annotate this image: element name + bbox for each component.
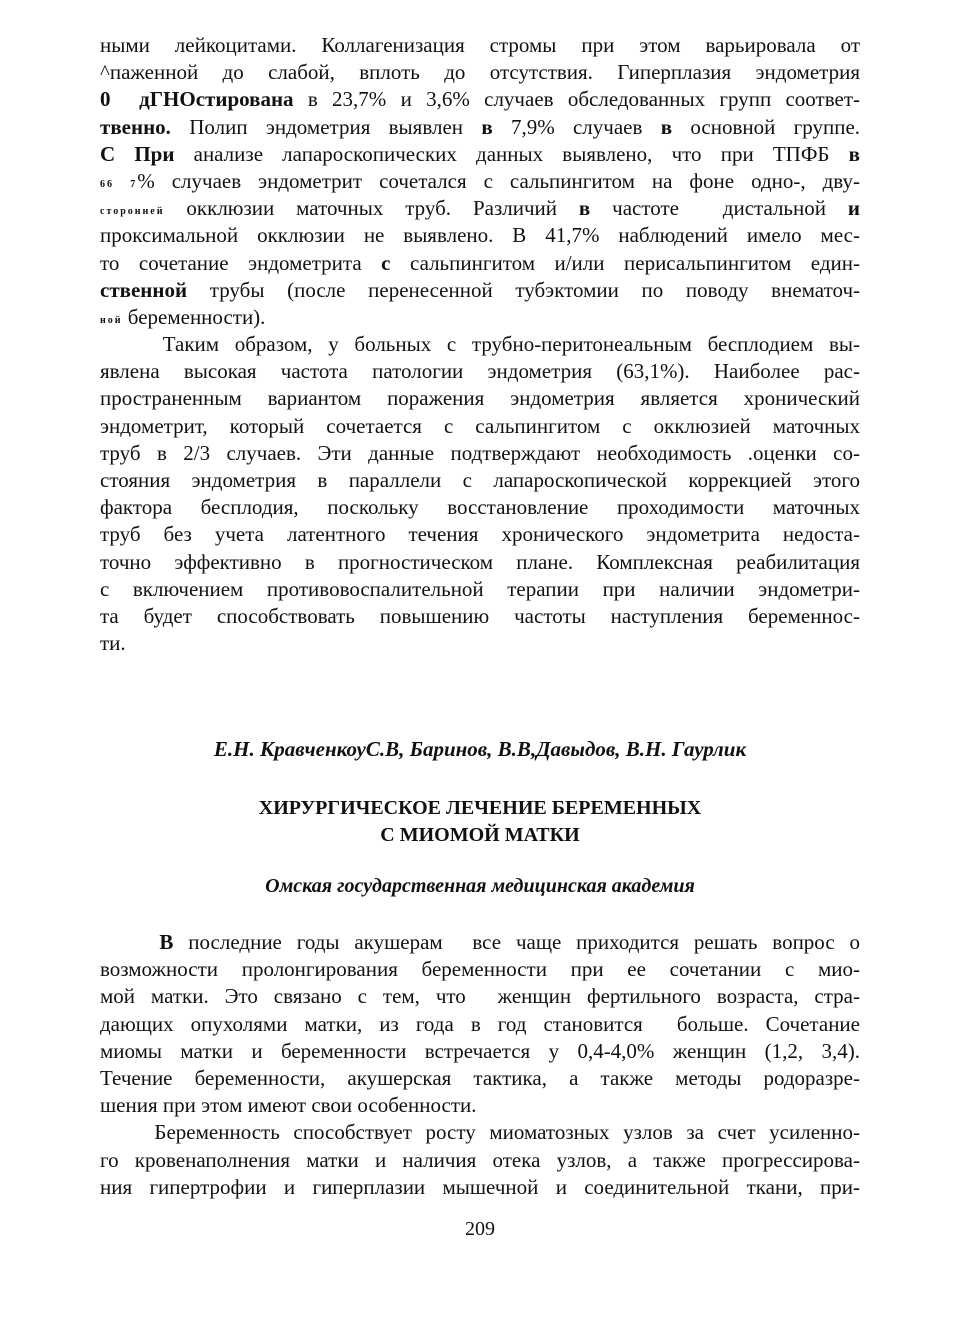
text-run: сальпингитом и/или перисальпингитом един- [390, 250, 860, 275]
text-run: ти. [100, 631, 126, 656]
text-run: то сочетание эндометрита [100, 250, 382, 275]
text-run: та будет способствовать повышению частоты наступления беременнос- [100, 603, 860, 628]
text-line [100, 385, 860, 412]
text-run: труб без учета латентного течения хронического эндометрита недоста- [100, 522, 860, 547]
text-run: труб в 2/3 случаев. Эти данные подтверждают необходимость .оценки со- [100, 440, 860, 465]
text-line [100, 467, 860, 494]
text-line [100, 86, 860, 113]
text-line [100, 222, 860, 249]
text-line [100, 59, 860, 86]
text-line [100, 1092, 860, 1119]
text-run: 0 дГНОстирована [100, 87, 294, 112]
text-line [100, 521, 860, 548]
text-run: С При [100, 141, 175, 166]
text-line [100, 1011, 860, 1038]
text-run: Течение беременности, акушерская тактика, а также методы родоразре- [100, 1065, 860, 1090]
affiliation: Омская государственная медицинская академия [265, 875, 695, 897]
text-run: 7,9% случаев [492, 114, 661, 139]
text-line [100, 304, 860, 331]
text-run: сторонней [100, 206, 165, 218]
text-line [100, 277, 860, 304]
text-run: в [481, 114, 493, 139]
text-line [100, 603, 860, 630]
text-run: явлена высокая частота патологии эндометрия (63,1%). Наиболее рас- [100, 359, 860, 384]
text-run: с [381, 250, 391, 275]
text-run: точно эффективно в прогностическом плане. Комплексная реабилитация [100, 549, 860, 574]
text-line [100, 32, 860, 59]
text-run: шения при этом имеют свои особенности. [100, 1093, 477, 1118]
text-line [100, 331, 860, 358]
text-line [100, 983, 860, 1010]
text-run: Полип эндометрия выявлен [170, 114, 482, 139]
page-number: 209 [465, 1218, 495, 1240]
text-run: в [848, 141, 861, 166]
text-line [100, 929, 860, 956]
text-line [100, 630, 860, 657]
text-run: ^паженной до слабой, вплоть до отсутствия. Гиперплазия эндометрия [100, 60, 860, 85]
text-run: трубы (после перенесенной тубэктомии по поводу внематоч- [187, 277, 860, 302]
text-run [100, 930, 159, 954]
text-line [100, 549, 860, 576]
text-line [100, 1038, 860, 1065]
text-line [100, 576, 860, 603]
text-run: В [159, 930, 174, 954]
text-line [100, 195, 860, 222]
text-line [100, 440, 860, 467]
text-line [100, 114, 860, 141]
text-run: в [578, 196, 591, 221]
title-line-1: ХИРУРГИЧЕСКОЕ ЛЕЧЕНИЕ БЕРЕМЕННЫХ [258, 797, 702, 819]
text-run: последние годы акушерам все чаще приходится решать вопрос о [173, 930, 861, 954]
text-run: с включением противовоспалительной терапии при наличии эндометри- [100, 576, 860, 601]
text-run: в 23,7% и 3,6% случаев обследованных групп соответ- [293, 87, 860, 112]
text-line [100, 1174, 860, 1201]
text-line [100, 168, 860, 195]
text-run: ния гипертрофии и гиперплазии мышечной и соединительной ткани, при- [100, 1174, 860, 1199]
text-run: проксимальной окклюзии не выявлено. В 41,7% наблюдений имело мес- [100, 223, 860, 248]
text-line [100, 494, 860, 521]
text-run: твенно. [100, 114, 171, 139]
text-run: Беременность способствует росту миоматозных узлов за счет усиленно- [100, 1120, 860, 1145]
text-run: го кровенаполнения матки и наличия отека узлов, а также прогрессирова- [100, 1147, 860, 1172]
text-line [100, 141, 860, 168]
text-run: миомы матки и беременности встречается у 0,4-4,0% женщин (1,2, 3,4). [100, 1038, 860, 1063]
authors-line: Е.Н. КравченкоуС.В, Баринов, В.В,Давыдов, В.Н. Гаурлик [213, 737, 747, 761]
text-line [100, 1147, 860, 1174]
text-run: Таким образом, у больных с трубно-перитонеальным бесплодием вы- [100, 332, 860, 357]
text-run: 66 7 [100, 178, 138, 190]
text-run: окклюзии маточных труб. Различий [164, 196, 579, 221]
text-run: беременности). [122, 304, 266, 329]
text-run: пространенным вариантом поражения эндометрия является хронический [100, 386, 860, 411]
text-run: % случаев эндометрит сочетался с сальпингитом на фоне одно-, дву- [137, 168, 860, 193]
text-line [100, 1065, 860, 1092]
article-title [100, 795, 860, 849]
intro-paragraphs [100, 32, 860, 657]
text-run: ными лейкоцитами. Коллагенизация стромы при этом варьировала от [100, 33, 860, 57]
text-run: стояния эндометрия в параллели с лапароскопической коррекцией этого [100, 468, 860, 492]
text-line [100, 1119, 860, 1146]
text-line [100, 250, 860, 277]
text-run: фактора бесплодия, поскольку восстановление проходимости маточных [100, 495, 860, 520]
text-run: анализе лапароскопических данных выявлено, что при ТПФБ [174, 141, 849, 166]
text-line [100, 413, 860, 440]
text-run: в [660, 114, 673, 139]
text-run: ственной [100, 277, 188, 302]
text-run: возможности пролонгирования беременности при ее сочетании с мио- [100, 957, 860, 982]
text-run: мой матки. Это связано с тем, что женщин фертильного возраста, стра- [100, 984, 860, 1009]
text-run: частоте дистальной [590, 196, 848, 221]
text-run: эндометрит, который сочетается с сальпингитом с окклюзией маточных [100, 413, 860, 438]
text-run: основной группе. [672, 114, 861, 139]
body-paragraphs [100, 929, 860, 1201]
text-line [100, 358, 860, 385]
text-line [100, 956, 860, 983]
text-run: ной [100, 314, 123, 326]
title-line-2: С МИОМОЙ МАТКИ [380, 824, 580, 846]
text-run: дающих опухолями матки, из года в год становится больше. Сочетание [100, 1011, 860, 1036]
text-run: и [847, 196, 860, 221]
